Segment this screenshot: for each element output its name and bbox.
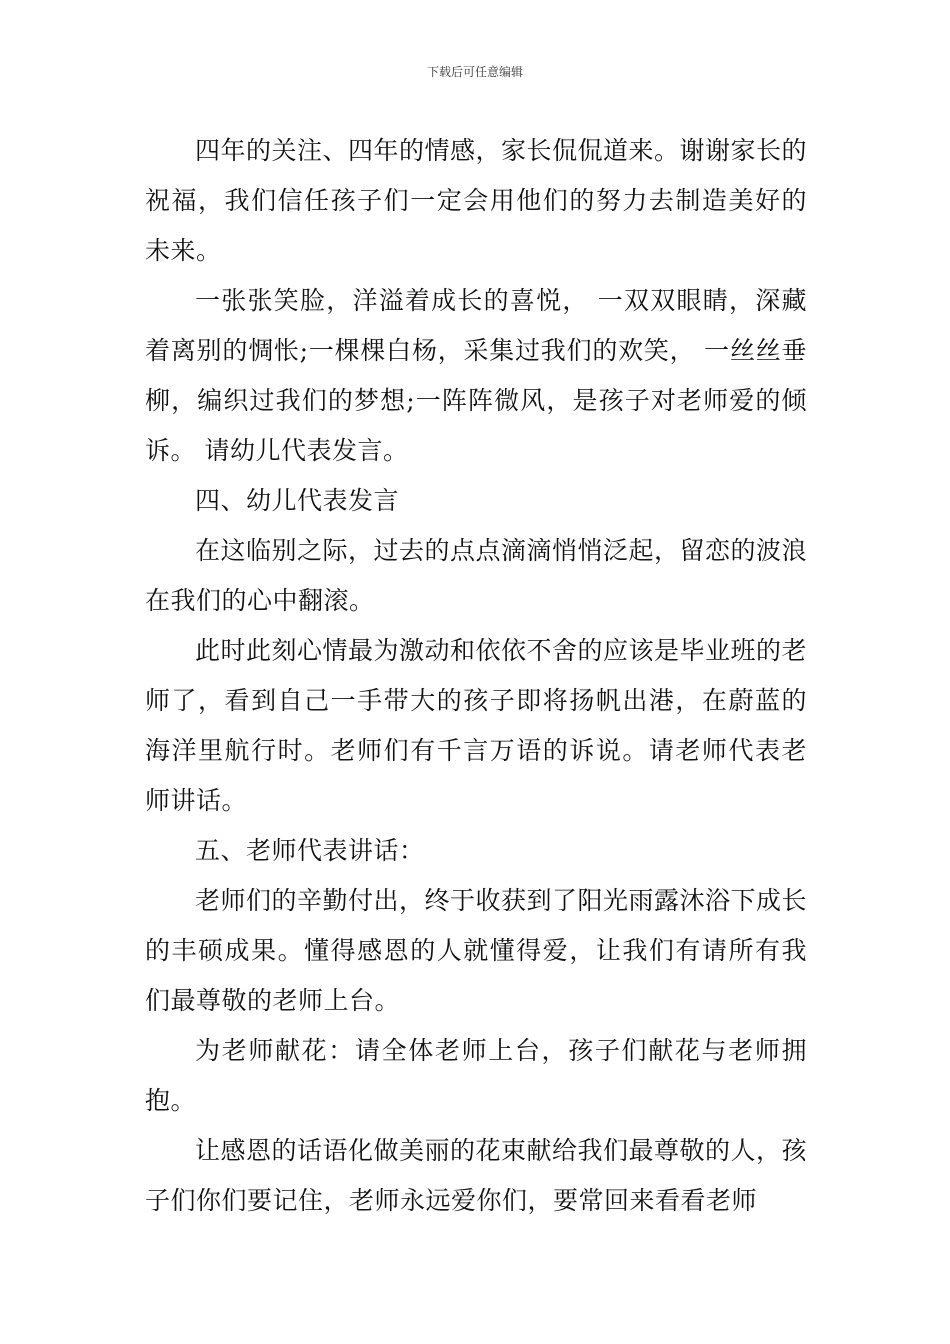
paragraph-parting-moment: 在这临别之际，过去的点点滴滴悄悄泛起，留恋的波浪在我们的心中翻滚。: [145, 536, 808, 615]
paragraph-flower-presentation: 为老师献花：请全体老师上台，孩子们献花与老师拥抱。: [145, 1036, 807, 1115]
paragraph-teacher-intro: 此时此刻心情最为激动和依依不舍的应该是毕业班的老师了，看到自己一手带大的孩子即将扬帆出港，在蔚蓝的 海洋里航行时。老师们有千言万语的诉说。请老师代表老师讲话。: [145, 636, 808, 815]
paragraph-parent-speech-summary: 四年的关注、四年的情感，家长侃侃道来。谢谢家长的祝福，我们信任孩子们一定会用他们的努力去制造美好的未来。: [145, 136, 808, 265]
paragraph-teacher-gratitude: 老师们的辛勤付出，终于收获到了阳光雨露沐浴下成长的丰硕成果。懂得感恩的人就懂得爱，让我们有请所有我们最尊敬的老师上台。: [145, 886, 808, 1015]
page-header: 下载后可任意编辑: [426, 65, 523, 79]
section-heading-teacher-speech: 五、老师代表讲话：: [195, 836, 425, 865]
paragraph-farewell-poem: 一张张笑脸，洋溢着成长的喜悦， 一双双眼睛，深藏着离别的惆怅;一棵棵白杨，采集过我们的欢笑， 一丝丝垂柳，编织过我们的梦想;一阵阵微风，是孩子对老师爱的倾诉。 请幼儿代表发言。: [145, 286, 807, 465]
paragraph-thanks-message: 让感恩的话语化做美丽的花束献给我们最尊敬的人，孩子们你们要记住，老师永远爱你们，要常回来看看老师: [145, 1136, 808, 1215]
section-heading-child-speech: 四、幼儿代表发言: [195, 486, 400, 515]
document-body: [145, 126, 807, 1226]
